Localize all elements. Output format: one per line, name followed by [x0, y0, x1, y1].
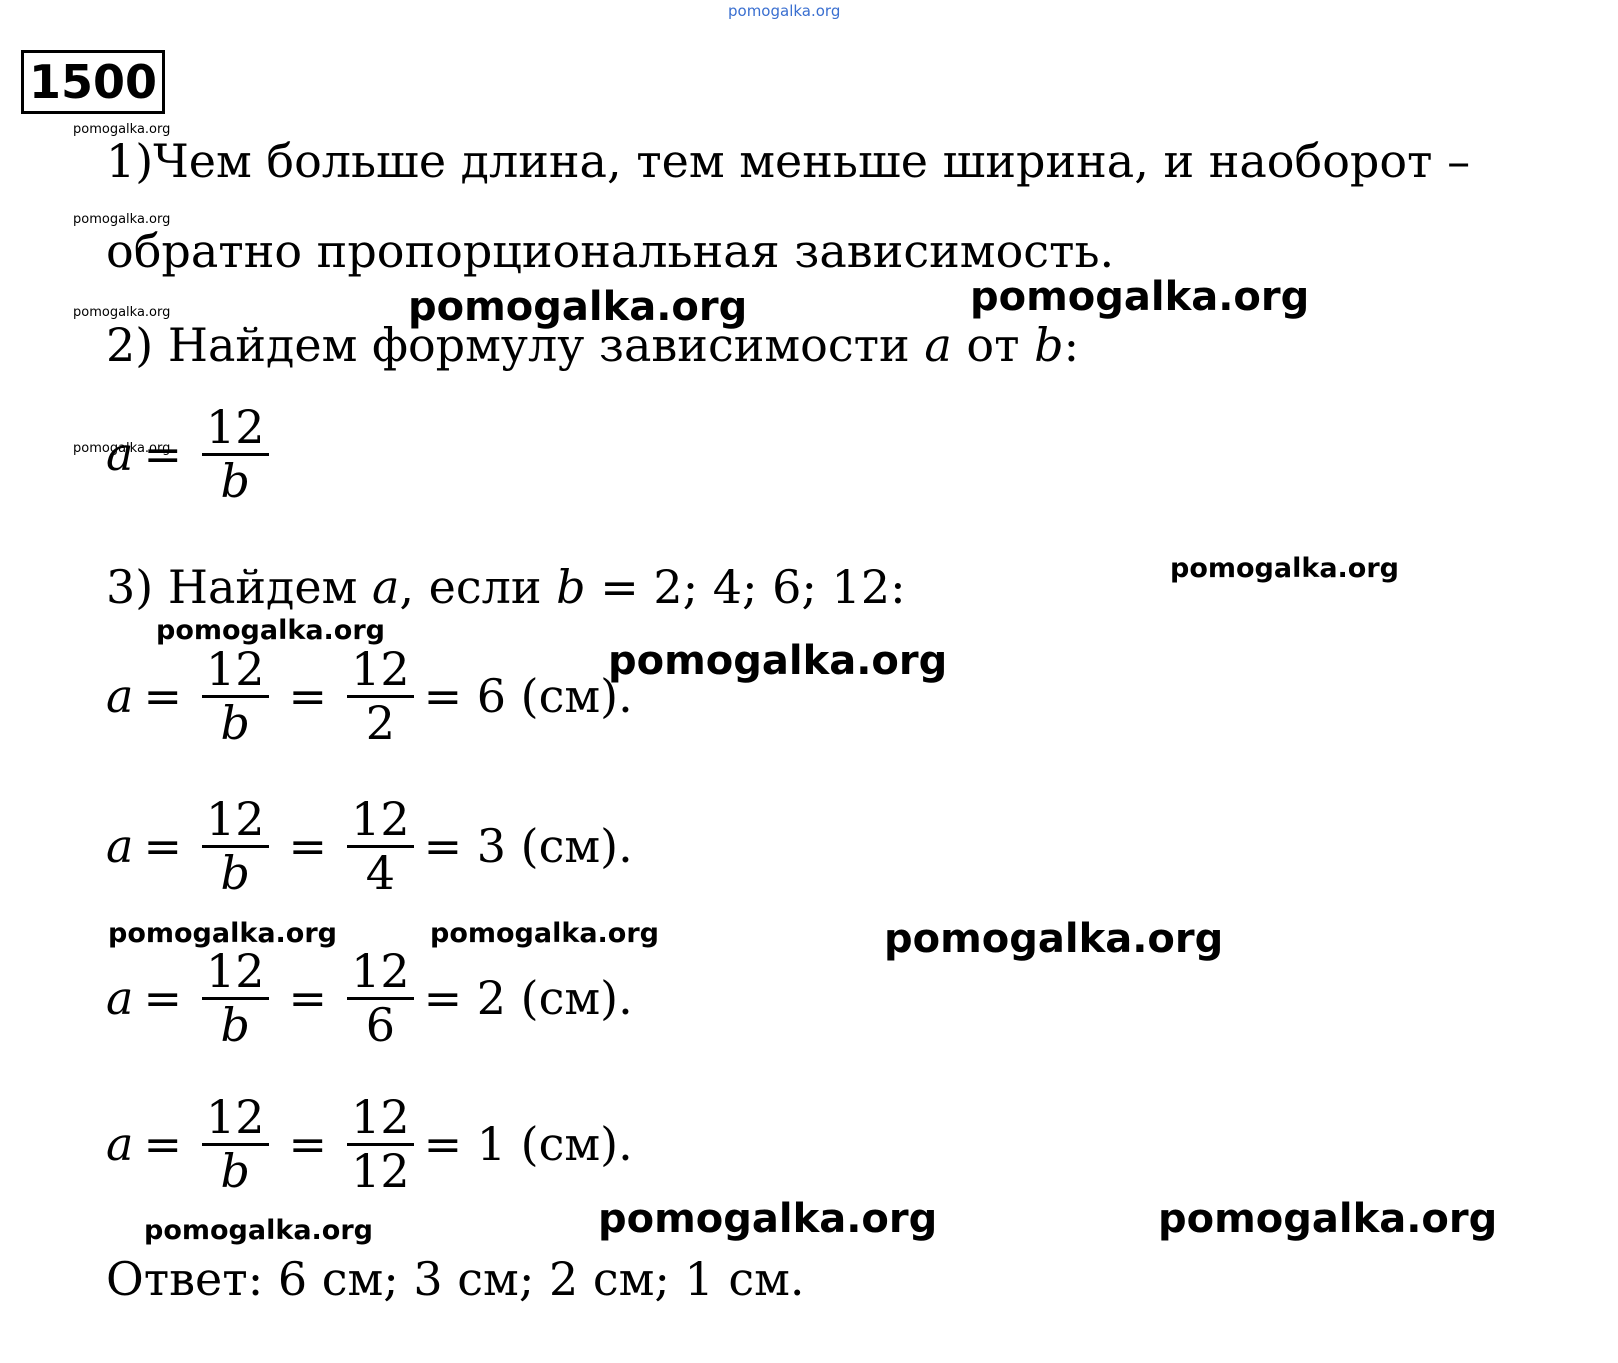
step1-line2: обратно пропорциональная зависимость.	[106, 224, 1115, 278]
fraction-numerator: 12	[351, 642, 410, 696]
calc-result: = 1 (см).	[423, 1117, 633, 1172]
watermark-medium: pomogalka.org	[156, 615, 385, 646]
calculation-row	[106, 1092, 633, 1196]
watermark-medium: pomogalka.org	[108, 918, 337, 949]
watermark-small: pomogalka.org	[73, 305, 171, 320]
step3-suffix: = 2; 4; 6; 12:	[585, 560, 906, 614]
step3-prefix: 3) Найдем	[106, 560, 372, 614]
calc-lhs: a	[106, 819, 134, 874]
fraction-numerator: 12	[205, 944, 265, 998]
watermark-small: pomogalka.org	[73, 212, 171, 227]
fraction-denominator: 4	[365, 845, 395, 900]
step1-line1: 1)Чем больше длина, тем меньше ширина, и наоборот –	[106, 134, 1471, 188]
watermark-large: pomogalka.org	[1158, 1196, 1498, 1242]
watermark-small: pomogalka.org	[73, 441, 171, 456]
step2-suffix: :	[1063, 318, 1080, 372]
calc-fraction-2	[347, 946, 414, 1050]
watermark-top: pomogalka.org	[728, 2, 841, 20]
var-a: a	[371, 560, 400, 614]
fraction-denominator: b	[220, 1143, 250, 1198]
formula	[106, 402, 279, 506]
calc-equals: =	[143, 669, 182, 724]
fraction-denominator: b	[220, 997, 250, 1052]
watermark-small: pomogalka.org	[73, 122, 171, 137]
calc-result: = 2 (см).	[423, 971, 633, 1026]
calc-fraction-2	[347, 794, 414, 898]
fraction-denominator: 2	[365, 695, 395, 750]
formula-equals: =	[143, 427, 182, 482]
calc-equals: =	[288, 1117, 328, 1172]
fraction-denominator: 6	[365, 997, 395, 1052]
fraction-numerator: 12	[205, 400, 265, 454]
calc-equals: =	[288, 669, 328, 724]
calc-fraction-2	[347, 644, 414, 748]
fraction-numerator: 12	[205, 642, 265, 696]
watermark-large: pomogalka.org	[884, 916, 1224, 962]
step2-prefix: 2) Найдем формулу зависимости	[106, 318, 925, 372]
calc-equals: =	[143, 971, 182, 1026]
calculation-row	[106, 946, 633, 1050]
calc-equals: =	[288, 971, 328, 1026]
calc-result: = 3 (см).	[423, 819, 633, 874]
calc-equals: =	[143, 819, 182, 874]
problem-number: 1500	[21, 50, 165, 114]
var-a: a	[924, 318, 952, 372]
fraction-denominator: b	[220, 695, 250, 750]
fraction-numerator: 12	[351, 792, 410, 846]
watermark-medium: pomogalka.org	[144, 1215, 373, 1246]
fraction-numerator: 12	[351, 944, 410, 998]
watermark-medium: pomogalka.org	[1170, 553, 1399, 584]
var-b: b	[556, 560, 586, 614]
fraction-denominator: b	[220, 845, 250, 900]
calc-equals: =	[288, 819, 328, 874]
fraction-denominator: b	[220, 453, 250, 508]
watermark-large: pomogalka.org	[598, 1196, 938, 1242]
step3-middle: , если	[399, 560, 557, 614]
var-b: b	[1034, 318, 1064, 372]
calc-fraction-1	[202, 1092, 269, 1196]
calculation-row	[106, 644, 633, 748]
fraction-numerator: 12	[205, 1090, 265, 1144]
calc-lhs: a	[106, 971, 134, 1026]
fraction-denominator: 12	[351, 1143, 410, 1198]
watermark-large: pomogalka.org	[408, 284, 748, 330]
fraction-numerator: 12	[351, 1090, 410, 1144]
calc-fraction-1	[202, 644, 269, 748]
calc-fraction-1	[202, 946, 269, 1050]
step3-text	[106, 560, 906, 614]
fraction-numerator: 12	[205, 792, 265, 846]
watermark-large: pomogalka.org	[608, 638, 948, 684]
step2-middle: от	[951, 318, 1035, 372]
watermark-medium: pomogalka.org	[430, 918, 659, 949]
calc-result: = 6 (см).	[423, 669, 633, 724]
formula-lhs: a	[106, 427, 134, 482]
answer: Ответ: 6 см; 3 см; 2 см; 1 см.	[106, 1252, 805, 1306]
calc-lhs: a	[106, 669, 134, 724]
calc-equals: =	[143, 1117, 182, 1172]
step2-text	[106, 318, 1079, 372]
calc-fraction-1	[202, 794, 269, 898]
calc-fraction-2	[347, 1092, 414, 1196]
calc-lhs: a	[106, 1117, 134, 1172]
formula-fraction	[202, 402, 269, 506]
calculation-row	[106, 794, 633, 898]
watermark-large: pomogalka.org	[970, 274, 1310, 320]
